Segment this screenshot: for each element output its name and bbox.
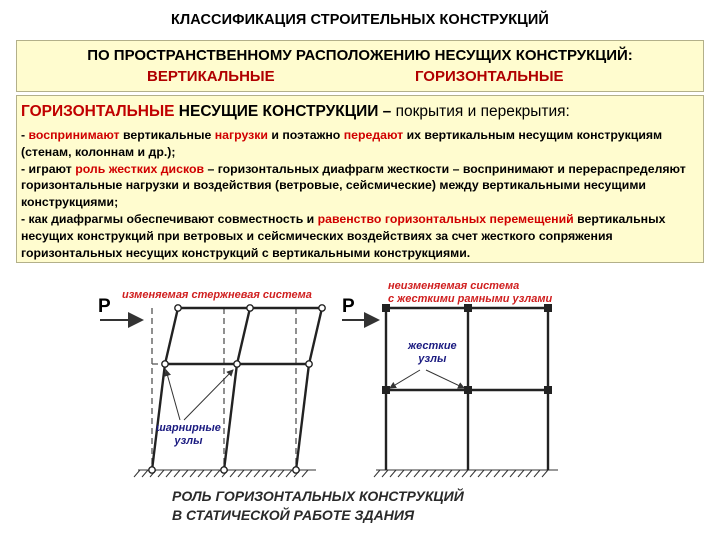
hinge-label-line-2: узлы	[174, 435, 203, 447]
heading-normal: покрытия и перекрытия:	[395, 103, 570, 120]
heading-red: ГОРИЗОНТАЛЬНЫЕ	[21, 103, 175, 120]
right-load-label: P	[342, 296, 355, 317]
heading-bold: НЕСУЩИЕ КОНСТРУКЦИИ –	[174, 103, 396, 120]
vertical-label: ВЕРТИКАЛЬНЫЕ	[147, 68, 275, 85]
horizontal-structures-box	[16, 95, 704, 263]
paragraph-3	[21, 211, 701, 261]
text-span: - играют	[21, 161, 76, 176]
hinge-pointers	[166, 370, 233, 420]
rigid-label	[408, 340, 457, 366]
highlight-span: передают	[343, 128, 404, 142]
hinge-label-line-1: шарнирные	[156, 422, 221, 434]
rigid-label-line-1: жесткие	[408, 340, 457, 352]
right-system-label-2: с жесткими рамными узлами	[388, 293, 553, 305]
box-heading	[21, 103, 570, 121]
paragraph-1	[21, 127, 701, 161]
highlight-span: роль жестких дисков	[75, 161, 205, 176]
caption-line-2: В СТАТИЧЕСКОЙ РАБОТЕ ЗДАНИЯ	[172, 507, 415, 523]
rigid-label-line-2: узлы	[418, 353, 447, 365]
figure-caption	[172, 487, 464, 525]
rigid-pointers	[390, 370, 464, 388]
text-span: - как диафрагмы обеспечивают совместность и	[21, 211, 318, 226]
hinge-label	[156, 422, 221, 448]
right-system-label-1: неизменяемая система	[388, 280, 520, 292]
structural-diagram	[80, 272, 640, 534]
highlight-span: равенство горизонтальных перемещений	[317, 211, 574, 226]
left-load-label: P	[98, 296, 111, 317]
page-title: КЛАССИФИКАЦИЯ СТРОИТЕЛЬНЫХ КОНСТРУКЦИЙ	[171, 12, 549, 28]
text-span: -	[21, 128, 29, 142]
horizontal-label: ГОРИЗОНТАЛЬНЫЕ	[415, 68, 564, 85]
box-body	[21, 127, 701, 261]
text-span: – горизонтальных диафрагм жесткости – воспринимают и перераспределяют горизонтальные нагрузки и воздействия (ветровые, сейсмические) между вертикальными несущими конструкциями;	[21, 161, 686, 210]
right-ground	[374, 470, 558, 477]
highlight-span: нагрузки	[214, 128, 268, 142]
text-span: и поэтажно	[267, 128, 344, 142]
text-span: их вертикальным несущим конструкциям (стенам, колоннам и др.);	[21, 128, 663, 159]
left-system-label: изменяемая стержневая система	[122, 289, 312, 301]
paragraph-2	[21, 161, 701, 211]
classification-heading: ПО ПРОСТРАНСТВЕННОМУ РАСПОЛОЖЕНИЮ НЕСУЩИХ КОНСТРУКЦИЙ:	[87, 47, 633, 64]
caption-line-1: РОЛЬ ГОРИЗОНТАЛЬНЫХ КОНСТРУКЦИЙ	[172, 488, 464, 504]
text-span: вертикальных несущих конструкций при ветровых и сейсмических воздействиях за счет жесткого сопряжения горизонтальных несущих конструкций с вертикальными конструкциями.	[21, 211, 666, 260]
highlight-span: воспринимают	[28, 128, 120, 142]
text-span: вертикальные	[119, 128, 215, 142]
classification-box	[16, 40, 704, 92]
